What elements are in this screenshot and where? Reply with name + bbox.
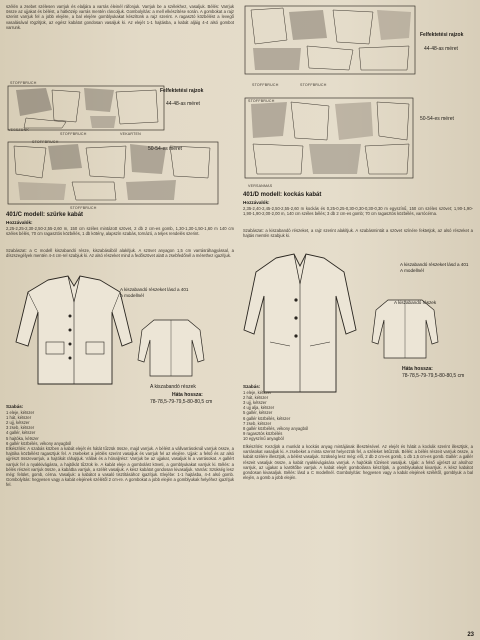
left-d1-fold-label-1: STOFFBRUCH — [10, 81, 37, 85]
left-part-5: 4 gallér, kétszer — [6, 430, 36, 436]
right-model-block — [243, 190, 473, 240]
left-intro-text: szélén a zsebet szélesen varrjuk és elaljára a varrás éleinél ráfonjuk. Varrjuk be a szélekhez, vasaljuk. Bélés: Varrjuk össze az ujjakat és bélést, a hátközép varrás mentén ráncoljuk. Gombolyítás: a mell elkészítése során. A gombokat a rajz szerint varrjuk fel a jobb elejére, a bal elejére gomblyukakat készítünk a rajz szerint. A ragasztó közbélést a levegő vasalásával rögzítjük, az egész kabátot gondosan vasaljuk ki. Az elejét 1-1 hajtásba, a kabát aljáig 4-4 alsó gombot varrunk. — [6, 4, 234, 30]
right-d2-fold-label-1: STOFFBRUCH — [248, 99, 275, 103]
left-coat-illustration — [8, 272, 138, 394]
left-d1-fold-label-2: STOFFBRUCH — [60, 132, 87, 136]
right-part-8: 8 gallér közbélés, vékony anyagból — [243, 426, 309, 432]
left-length-label: Háta hossza: — [172, 392, 203, 398]
right-layout-title — [420, 32, 463, 38]
left-part-2: 1 hát, kétszer — [6, 414, 32, 420]
right-part-2: 2 hát, kétszer — [243, 394, 269, 400]
right-callout — [400, 262, 470, 273]
right-pattern-layout-2 — [243, 96, 473, 182]
left-d1-fold-label-4: VEKARTEN — [120, 132, 141, 136]
left-materials-text: 2,25-2,25-2,30-2,50-2,55-2,60 m, 150 cm széles mintázott szövet, 2 db 2 cm-es gomb, 1,30-1,30-1,50-1,60 m 140 cm széles bélés, 70 cm ragasztós közbélés, 1 db kötény, alapszín szabás, tornázó, a teljes rendelés szerint. — [6, 225, 234, 236]
left-callout-text: A kiszabandó részeket lásd a 401 A modellnél — [120, 287, 189, 298]
left-pattern-layout-2 — [6, 138, 234, 208]
right-part-1: 1 eleje, kétszer — [243, 389, 272, 395]
right-cut-text: Szabászat: a kiszabandó részeket, a rajz szerint alakítjuk. A szabásmintát a szövet színére fektetjük, az alsó részeket a hajtás mentén szabjuk ki. — [243, 227, 473, 238]
left-back-title: A kiszabandó részek — [150, 384, 196, 390]
right-materials-text: 2,35-2,40-2,45-2,50-2,55-2,60 m kockás és 0,25-0,25-0,30-0,30-0,30-0,30 m egyszínű, 150 cm széles szövet; 1,90-1,90-1,90-1,90-2,00-2,00 m, 140 cm széles bélés; 3 db 2 cm-es gomb; 70 cm ragasztós közbélés, varrócérna. — [243, 205, 473, 216]
left-length-values: 78-78,5-79-79,5-80-80,5 cm — [150, 399, 213, 405]
right-size-label-2: 50-54-es méret — [420, 116, 454, 122]
left-part-3: 2 ujj, kétszer — [6, 420, 30, 425]
right-d1-fold-label-2: STOFFBRUCH — [300, 83, 327, 87]
left-body-text: Elkészítés: A szabás közben a kabát elejét és hátát tűzzük össze, majd varrjuk. A bélést a vállvarrásoknál varrjuk össze, a hajtóka közbélést ragasztjuk fel. A zsebeket a jelölés szerint vasaljuk és varrjuk fel az elejére. Ujjak: a felső és az alsó ujjrészt összevarrjuk, a hajtókát ráhajtjuk. Vállak és a hónaljrész: Varrjuk be az ujjakat, vasaljuk ki a varrásokat. A gallért varrjuk fel a nyakkivágásra, a hajtókát tűzzük le. A kabát eleje a gombolást követi, a gomblyukakat varrjuk ki. Bélés: a bélés részeit varrjuk össze, a kabátba varrjuk, a szélét vasaljuk. A kész kabátot gondosan kivasaljuk. Varrás: Szükség lesz még: felület, gomb, cérna. Vasaljuk: a kabátot a vasaló tisztításához igazítjuk. Elejébe: 1-1 hajtásba, 4-4 alsó gomb. Gombolyítás: hegyesen vagy a kabát elejének szélétől 2 cm-re. A gombokat a jobb elején a gomblyukak helyéhez igazítjuk fel. — [6, 446, 234, 488]
right-length-label: Háta hossza: — [402, 366, 433, 372]
left-size-label-1: 44-48-as méret — [166, 101, 200, 107]
right-part-5: 5 gallér, kétszer — [243, 410, 273, 416]
right-pattern-layout-1 — [243, 4, 473, 78]
left-layout-title-text: Felfektetési rajzok — [160, 88, 204, 94]
right-size-label-1: 44-48-as méret — [424, 46, 458, 52]
right-parts-list — [243, 384, 353, 442]
left-column — [6, 4, 234, 80]
right-length-values: 78-78,5-79-79,5-80-80,5 cm — [402, 373, 465, 379]
left-callout — [120, 287, 190, 298]
left-parts-list — [6, 404, 126, 446]
right-coat-illustration — [240, 250, 360, 400]
right-callout-text: A kiszabandó részeket lásd a 401 A modellnél — [400, 262, 469, 273]
right-back-title: A kiszabandó részek — [394, 300, 437, 305]
right-part-7: 7 zseb, kétszer — [243, 420, 272, 426]
right-parts-heading: Szabás: — [243, 384, 261, 389]
right-materials-heading: Hozzávalók: — [243, 200, 270, 205]
right-d1-fold-label-1: STOFFBRUCH — [252, 83, 279, 87]
left-parts-heading: Szabás: — [6, 404, 24, 409]
right-part-6: 6 gallér közbélés, kétszer — [243, 415, 291, 421]
left-d1-fold-label-3: VESSZÜNK — [8, 128, 29, 132]
left-part-4: 3 zseb, kétszer — [6, 425, 35, 431]
right-model-title: 401/D modell: kockás kabát — [243, 192, 322, 198]
left-part-7: 6 gallér közbélés, vékony anyagból — [6, 440, 72, 446]
right-part-3: 3 ujj, kétszer — [243, 400, 267, 405]
right-part-9: 9 ragasztós közbélés — [243, 431, 283, 437]
left-model-title: 401/C modell: szürke kabát — [6, 212, 84, 218]
left-materials-heading: Hozzávalók: — [6, 220, 33, 225]
left-cut-text: Szabászat: a C modell kiszabandó része, kiszabásából alakítjuk. A szövet anyagon 1,5 cm varrásráhagyással, a díszszegélyek mentén 4-4 cm-rel szabjuk ki. Az alsó részeket mind a fedőszövet alatt a zsebfedőnél a mérethez igazítjuk. — [6, 247, 234, 258]
right-part-10: 10 egyszínű anyagból — [243, 436, 284, 442]
left-d2-fold-label-1: STOFFBRUCH — [32, 140, 59, 144]
right-layout-title-text: Felfektetési rajzok — [420, 32, 464, 38]
right-part-4: 4 ujj alja, kétszer — [243, 405, 275, 411]
right-d2-fold-label-2: VERSANMAS — [248, 184, 273, 188]
page-number: 23 — [467, 632, 474, 638]
left-part-6: 5 hajtóka, kétszer — [6, 435, 39, 441]
left-size-label-2: 50-54-es méret — [148, 146, 182, 152]
right-body-text: Elkészítés: Kezdjük a munkát a kockás anyag mintájának illesztésével. Az elejét és hátát a kockák szerint illesztjük, a varrásokat vasaljuk ki. A zsebeket a minta szerint helyezzük fel, a széleket letűzzük. Bélés: a bélés részeit varrjuk össze, a kabát szélére illesztjük, a bélést vasaljuk. Szükség lesz még: elő, 2 db 2 cm-es gomb, 1 db 1,5 cm-es gomb. Gallér: a gallér részeit vasaljuk össze, a kabát nyakkivágására varrjuk. A hajtókák tűzéseit vasaljuk. Ujjak: a felső ujjrészt az alsóhoz varrjuk, az ujjakat a karöltőbe varrjuk. A kabát elejét gombolásra készítjük, a gomblyukakat kivarrjuk. A kész kabátot gondosan kivasaljuk. Bélés: lásd a C modellnél. Gombolyítás: hegyesen vagy a kabát elejének szélétől, gomblyuk a bal elején, a gomb a jobb elején. — [243, 444, 473, 481]
left-part-1: 1 eleje, kétszer — [6, 409, 35, 415]
left-layout-title — [160, 88, 203, 94]
left-back-view-illustration — [136, 316, 206, 380]
left-d2-fold-label-2: STOFFBRUCH — [70, 206, 97, 210]
left-model-block — [6, 210, 234, 264]
